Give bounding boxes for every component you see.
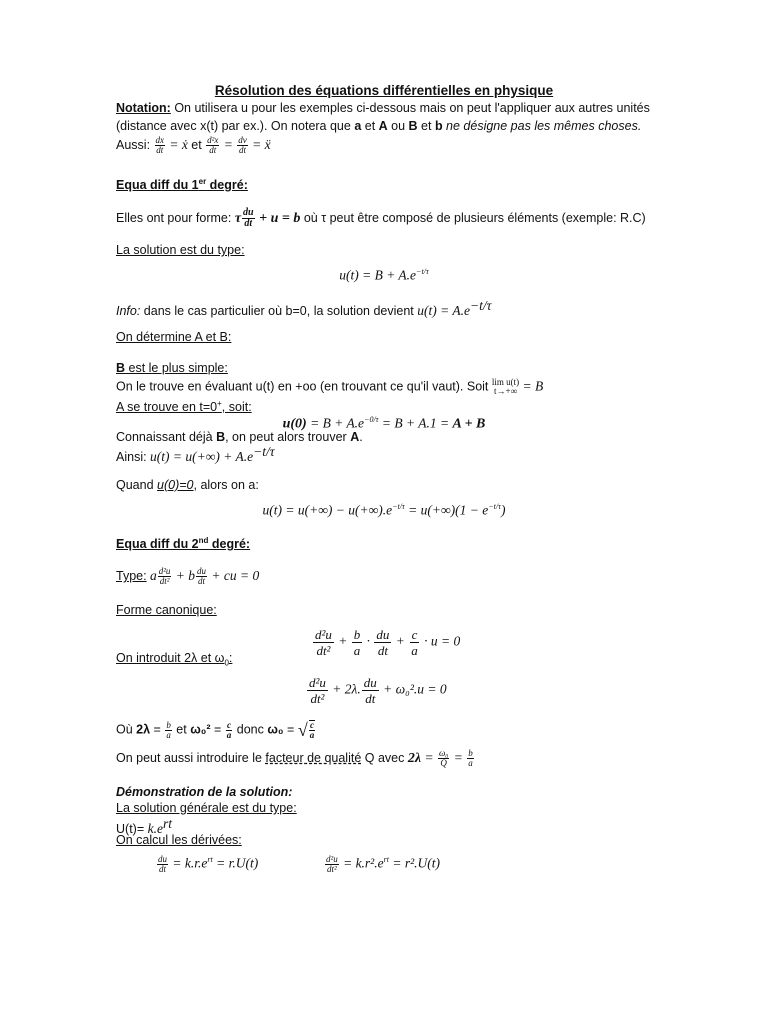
u0-equation: $u(0) = B + A.e^{-0/\tau} = B + A.1 = A + B$ bbox=[282, 415, 486, 432]
solution-equation: $u(t) = B + A.e^{-t/\tau}$ bbox=[339, 267, 429, 283]
type-line: Type: a $\frac{\text{d²u}}{\text{dt²}}$ + b $\frac{du}{dt}$ + cu = 0 bbox=[116, 566, 260, 586]
demo-heading: Démonstration de la solution: bbox=[116, 785, 293, 799]
notation-line-1: Notation: On utilisera u pour les exemples ci-dessous mais on peut l'appliquer aux autres unités bbox=[116, 101, 650, 115]
canonical-label: Forme canonique: bbox=[116, 603, 217, 617]
canonical-equation: $\frac{\text{d²u}}{\text{dt²}}$ + $\frac{b}{a}$ · $\frac{du}{dt}$ + $\frac{c}{a}$ · u = 0 bbox=[315, 627, 461, 658]
first-order-form: Elles ont pour forme: τ $\frac{du}{dt}$ + u = b où τ peut être composé de plusieurs éléments (exemple: R.C) bbox=[116, 207, 646, 229]
second-derivative: $\frac{\text{d²u}}{\text{dt²}}$ = $k.r^2.e^{rt} = r^2.U(t)$ bbox=[326, 853, 440, 874]
general-solution-label: La solution générale est du type: bbox=[116, 801, 297, 815]
connaissant-line: Connaissant déjà B, on peut alors trouver A. bbox=[116, 430, 363, 444]
derivatives-label: On calcul les dérivées: bbox=[116, 833, 242, 847]
section-1-heading: Equa diff du 1er degré: bbox=[116, 177, 248, 193]
determine-heading: On détermine A et B: bbox=[116, 330, 232, 344]
ainsi-line: Ainsi: $u(t) = u(+\infty) + A.e^{-t/\tau}$ bbox=[116, 444, 275, 465]
page-title: Résolution des équations différentielles en physique bbox=[214, 83, 554, 98]
quand-equation: $u(t) = u(+\infty) - u(+\infty).e^{-t/\tau} = u(+\infty)(1 - e^{-t/\tau})$ bbox=[262, 502, 506, 518]
a-label: A se trouve en t=0+, soit: bbox=[116, 399, 252, 415]
introduce-label: On introduit 2λ et $\omega_0$: bbox=[116, 651, 233, 668]
section-2-heading: Equa diff du 2nd degré: bbox=[116, 536, 251, 552]
ou-line: Où 2λ = $\frac{b}{a}$ et ω₀² = $\frac{c}{a}$ donc ω₀ = √ $\frac{c}{a}$ bbox=[116, 719, 315, 740]
notation-line-3: Aussi: $\frac{dx}{dt}$ = ẋ et $\frac{\text{d²x}}{dt}$ = $\frac{dv}{dt}$ = ẍ bbox=[116, 135, 271, 155]
quality-factor-line: On peut aussi introduire le facteur de qualité Q avec 2λ = $\frac{\text{ω₀}}{Q}$ = $\frac{b}{a}$ bbox=[116, 748, 473, 768]
b-label: B est le plus simple: bbox=[116, 361, 228, 375]
info-line: Info: dans le cas particulier où b=0, la solution devient $u(t) = A.e^{-t/\tau}$ bbox=[116, 298, 492, 319]
solution-label: La solution est du type: bbox=[116, 243, 245, 257]
general-solution-equation: $U(t)= k.e^{rt}$ bbox=[116, 816, 172, 837]
quand-line: Quand u(0)=0, alors on a: bbox=[116, 478, 259, 492]
lambda-equation: $\frac{\text{d²u}}{\text{dt²}}$ + 2λ. $\frac{du}{dt}$ + ω₀².u = 0 bbox=[309, 675, 447, 706]
quality-factor-link[interactable]: facteur de qualité bbox=[265, 750, 362, 765]
first-derivative: $\frac{du}{dt}$ = $k.r.e^{rt} = r.U(t)$ bbox=[158, 853, 259, 874]
notation-line-2: (distance avec x(t) par ex.). On notera que a et A ou B et b ne désigne pas les mêmes choses. bbox=[116, 119, 642, 133]
b-text: On le trouve en évaluant u(t) en +oo (en trouvant ce qu'il vaut). Soit lim u(t) t→+∞ = B bbox=[116, 377, 544, 396]
